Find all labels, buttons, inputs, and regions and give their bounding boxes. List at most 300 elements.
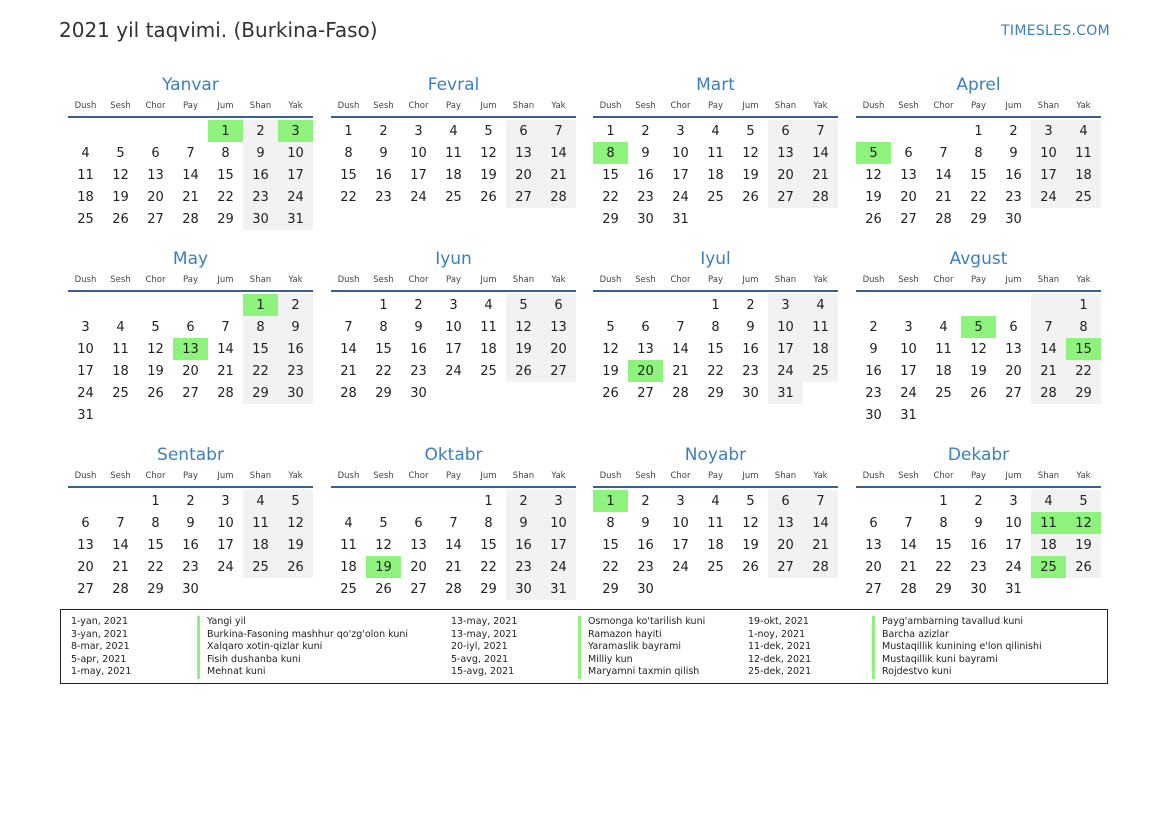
- day-cell: 26: [147, 385, 164, 401]
- empty-day-cell: [996, 294, 1031, 316]
- day-cell: 20: [768, 534, 803, 556]
- weekday-header: [856, 466, 1101, 488]
- day-cell: 14: [217, 341, 234, 357]
- day-cell: 13: [865, 537, 882, 553]
- month-fevral: [331, 74, 576, 208]
- day-cell: 22: [243, 360, 278, 382]
- weekday-label: Sesh: [635, 471, 656, 481]
- weekday-label: Yak: [813, 471, 828, 481]
- holiday-name: Mustaqillik kuni bayrami: [872, 654, 998, 667]
- day-cell: 11: [243, 512, 278, 534]
- day-cell: 4: [81, 145, 90, 161]
- day-cell: 11: [803, 316, 838, 338]
- day-cell: 3: [414, 123, 423, 139]
- weekday-label: Pay: [971, 471, 986, 481]
- day-cell: 1: [606, 123, 615, 139]
- day-cell: 8: [1066, 316, 1101, 338]
- site-link[interactable]: TIMESLES.COM: [1001, 23, 1110, 39]
- weekday-label: Chor: [670, 275, 691, 285]
- day-cell: 29: [375, 385, 392, 401]
- month-name: Yanvar: [162, 75, 219, 95]
- holiday-name: Yaramaslik bayrami: [578, 641, 681, 654]
- day-cell: 18: [935, 363, 952, 379]
- day-cell: 14: [340, 341, 357, 357]
- day-cell: 13: [541, 316, 576, 338]
- day-cell: 28: [541, 186, 576, 208]
- day-cell: 22: [707, 363, 724, 379]
- day-cell: 18: [77, 189, 94, 205]
- day-cell: 2: [186, 493, 195, 509]
- day-grid: [68, 120, 313, 230]
- weekday-label: Dush: [74, 101, 97, 111]
- day-cell: 17: [77, 363, 94, 379]
- day-cell: 21: [672, 363, 689, 379]
- weekday-label: Jum: [217, 101, 234, 111]
- month-iyul: [593, 248, 838, 404]
- day-cell: 28: [803, 556, 838, 578]
- day-cell: 20: [147, 189, 164, 205]
- day-cell: 10: [445, 319, 462, 335]
- day-cell: 23: [278, 360, 313, 382]
- day-cell: 27: [182, 385, 199, 401]
- day-cell: 2: [379, 123, 388, 139]
- day-cell: 12: [147, 341, 164, 357]
- day-cell: 11: [480, 319, 497, 335]
- weekday-label: Jum: [1005, 471, 1022, 481]
- holiday-day-cell: 12: [1066, 512, 1101, 534]
- day-cell: 17: [1031, 164, 1066, 186]
- day-cell: 7: [449, 515, 458, 531]
- holiday-name: Xalqaro xotin-qizlar kuni: [197, 641, 322, 654]
- weekday-label: Dush: [337, 275, 360, 285]
- day-cell: 27: [768, 556, 803, 578]
- day-cell: 25: [803, 360, 838, 382]
- weekday-label: Jum: [217, 275, 234, 285]
- holiday-day-cell: 1: [593, 490, 628, 512]
- month-may: [68, 248, 313, 426]
- month-name: Sentabr: [157, 445, 224, 465]
- month-iyun: [331, 248, 576, 404]
- day-cell: 9: [641, 515, 650, 531]
- day-cell: 7: [344, 319, 353, 335]
- weekday-label: Dush: [337, 471, 360, 481]
- weekday-header: [331, 96, 576, 118]
- month-name: Oktabr: [424, 445, 483, 465]
- empty-day-cell: [68, 120, 103, 142]
- day-cell: 6: [151, 145, 160, 161]
- day-cell: 3: [221, 493, 230, 509]
- empty-day-cell: [103, 294, 138, 316]
- day-cell: 18: [803, 338, 838, 360]
- day-grid: [68, 294, 313, 426]
- holiday-name: Rojdestvo kuni: [872, 666, 952, 679]
- weekday-label: Shan: [512, 471, 535, 481]
- empty-day-cell: [208, 294, 243, 316]
- holiday-date: 5-avg, 2021: [451, 653, 509, 665]
- weekday-label: Jum: [480, 101, 497, 111]
- day-cell: 21: [217, 363, 234, 379]
- day-cell: 19: [970, 363, 987, 379]
- day-cell: 19: [112, 189, 129, 205]
- day-cell: 21: [112, 559, 129, 575]
- weekday-label: Chor: [933, 101, 954, 111]
- weekday-label: Dush: [599, 101, 622, 111]
- day-grid: [856, 490, 1101, 600]
- day-cell: 27: [1005, 385, 1022, 401]
- weekday-label: Yak: [1076, 471, 1091, 481]
- day-cell: 27: [147, 211, 164, 227]
- day-cell: 8: [151, 515, 160, 531]
- weekday-label: Chor: [408, 275, 429, 285]
- empty-day-cell: [103, 490, 138, 512]
- day-cell: 6: [414, 515, 423, 531]
- day-cell: 28: [803, 186, 838, 208]
- day-cell: 9: [414, 319, 423, 335]
- day-cell: 24: [672, 559, 689, 575]
- day-cell: 30: [506, 578, 541, 600]
- day-cell: 10: [672, 145, 689, 161]
- day-cell: 16: [1005, 167, 1022, 183]
- day-cell: 27: [768, 186, 803, 208]
- day-cell: 12: [506, 316, 541, 338]
- holiday-date: 15-avg, 2021: [451, 666, 515, 678]
- holiday-day-cell: 5: [961, 316, 996, 338]
- weekday-label: Shan: [774, 101, 797, 111]
- month-name: Avgust: [949, 249, 1008, 269]
- day-cell: 5: [116, 145, 125, 161]
- day-cell: 12: [112, 167, 129, 183]
- day-cell: 24: [1005, 559, 1022, 575]
- day-cell: 8: [243, 316, 278, 338]
- day-cell: 29: [970, 211, 987, 227]
- weekday-label: Pay: [183, 471, 198, 481]
- day-cell: 3: [449, 297, 458, 313]
- holiday-day-cell: 13: [173, 338, 208, 360]
- weekday-label: Shan: [774, 471, 797, 481]
- day-cell: 26: [278, 556, 313, 578]
- day-cell: 4: [1031, 490, 1066, 512]
- holiday-name: Mehnat kuni: [197, 666, 266, 679]
- day-cell: 2: [746, 297, 755, 313]
- month-dekabr: [856, 444, 1101, 600]
- day-cell: 19: [1066, 534, 1101, 556]
- holiday-date: 1-may, 2021: [71, 666, 132, 678]
- day-cell: 8: [711, 319, 720, 335]
- day-cell: 22: [602, 559, 619, 575]
- day-cell: 28: [900, 581, 917, 597]
- day-cell: 4: [803, 294, 838, 316]
- day-cell: 10: [768, 316, 803, 338]
- day-cell: 5: [278, 490, 313, 512]
- day-cell: 21: [935, 189, 952, 205]
- day-cell: 9: [506, 512, 541, 534]
- day-cell: 8: [379, 319, 388, 335]
- day-cell: 1: [151, 493, 160, 509]
- day-cell: 31: [77, 407, 94, 423]
- day-cell: 6: [81, 515, 90, 531]
- day-cell: 25: [340, 581, 357, 597]
- empty-day-cell: [628, 294, 663, 316]
- holiday-date: 3-yan, 2021: [71, 628, 128, 640]
- day-cell: 31: [278, 208, 313, 230]
- weekday-label: Shan: [249, 275, 272, 285]
- day-cell: 11: [340, 537, 357, 553]
- day-cell: 13: [506, 142, 541, 164]
- day-cell: 21: [340, 363, 357, 379]
- month-avgust: [856, 248, 1101, 426]
- day-cell: 31: [541, 578, 576, 600]
- day-cell: 30: [865, 407, 882, 423]
- legend-row: [748, 654, 1088, 667]
- day-cell: 22: [970, 189, 987, 205]
- holiday-date: 5-apr, 2021: [71, 653, 127, 665]
- day-cell: 28: [112, 581, 129, 597]
- day-grid: [331, 490, 576, 600]
- legend-row: [71, 641, 411, 654]
- empty-day-cell: [926, 294, 961, 316]
- day-cell: 14: [803, 142, 838, 164]
- day-cell: 26: [480, 189, 497, 205]
- day-cell: 5: [606, 319, 615, 335]
- day-cell: 8: [484, 515, 493, 531]
- holiday-legend: [60, 609, 1108, 684]
- weekday-label: Sesh: [110, 471, 131, 481]
- day-cell: 17: [410, 167, 427, 183]
- day-cell: 25: [112, 385, 129, 401]
- weekday-label: Sesh: [635, 275, 656, 285]
- day-cell: 27: [865, 581, 882, 597]
- day-cell: 20: [900, 189, 917, 205]
- day-cell: 29: [1066, 382, 1101, 404]
- day-cell: 5: [1066, 490, 1101, 512]
- holiday-date: 1-yan, 2021: [71, 616, 128, 627]
- day-cell: 22: [1066, 360, 1101, 382]
- day-cell: 3: [768, 294, 803, 316]
- weekday-label: Jum: [480, 471, 497, 481]
- weekday-label: Dush: [862, 101, 885, 111]
- legend-column: [748, 616, 1088, 679]
- day-cell: 2: [641, 123, 650, 139]
- day-cell: 18: [707, 167, 724, 183]
- day-cell: 18: [445, 167, 462, 183]
- day-cell: 30: [637, 581, 654, 597]
- day-cell: 16: [375, 167, 392, 183]
- day-cell: 30: [182, 581, 199, 597]
- day-cell: 15: [970, 167, 987, 183]
- legend-row: [451, 641, 791, 654]
- holiday-date: 8-mar, 2021: [71, 641, 130, 653]
- empty-day-cell: [436, 490, 471, 512]
- day-cell: 17: [672, 167, 689, 183]
- day-cell: 17: [541, 534, 576, 556]
- day-cell: 15: [480, 537, 497, 553]
- day-cell: 13: [147, 167, 164, 183]
- month-name: May: [172, 249, 209, 269]
- day-cell: 27: [410, 581, 427, 597]
- day-cell: 12: [970, 341, 987, 357]
- weekday-label: Pay: [708, 101, 723, 111]
- day-cell: 10: [900, 341, 917, 357]
- empty-day-cell: [663, 294, 698, 316]
- weekday-label: Shan: [1037, 275, 1060, 285]
- day-cell: 25: [707, 559, 724, 575]
- day-cell: 1: [711, 297, 720, 313]
- holiday-name: Yangi yil: [197, 616, 246, 629]
- day-cell: 10: [278, 142, 313, 164]
- empty-day-cell: [366, 490, 401, 512]
- day-cell: 7: [676, 319, 685, 335]
- day-cell: 8: [606, 515, 615, 531]
- day-cell: 24: [445, 363, 462, 379]
- day-cell: 4: [939, 319, 948, 335]
- day-cell: 6: [506, 120, 541, 142]
- day-cell: 2: [1009, 123, 1018, 139]
- day-cell: 9: [746, 319, 755, 335]
- day-cell: 1: [1066, 294, 1101, 316]
- holiday-day-cell: 25: [1031, 556, 1066, 578]
- day-grid: [856, 294, 1101, 426]
- day-cell: 20: [865, 559, 882, 575]
- day-cell: 26: [112, 211, 129, 227]
- day-cell: 15: [217, 167, 234, 183]
- day-cell: 22: [375, 363, 392, 379]
- day-cell: 14: [1031, 338, 1066, 360]
- day-cell: 28: [182, 211, 199, 227]
- day-cell: 21: [445, 559, 462, 575]
- day-cell: 26: [506, 360, 541, 382]
- day-cell: 19: [742, 167, 759, 183]
- legend-row: [748, 641, 1088, 654]
- weekday-label: Sesh: [373, 275, 394, 285]
- weekday-label: Shan: [1037, 101, 1060, 111]
- holiday-day-cell: 20: [628, 360, 663, 382]
- day-cell: 23: [865, 385, 882, 401]
- weekday-label: Shan: [249, 101, 272, 111]
- day-cell: 20: [410, 559, 427, 575]
- day-cell: 13: [410, 537, 427, 553]
- weekday-label: Chor: [145, 471, 166, 481]
- holiday-date: 13-may, 2021: [451, 616, 518, 627]
- day-cell: 5: [379, 515, 388, 531]
- day-cell: 14: [803, 512, 838, 534]
- weekday-label: Pay: [183, 275, 198, 285]
- day-grid: [593, 120, 838, 230]
- day-cell: 5: [484, 123, 493, 139]
- day-cell: 25: [243, 556, 278, 578]
- weekday-label: Pay: [708, 471, 723, 481]
- weekday-label: Shan: [512, 275, 535, 285]
- day-cell: 17: [217, 537, 234, 553]
- day-cell: 6: [186, 319, 195, 335]
- day-cell: 1: [974, 123, 983, 139]
- weekday-label: Jum: [742, 101, 759, 111]
- day-cell: 19: [865, 189, 882, 205]
- weekday-label: Chor: [145, 101, 166, 111]
- day-cell: 13: [1005, 341, 1022, 357]
- day-cell: 18: [112, 363, 129, 379]
- holiday-day-cell: 1: [208, 120, 243, 142]
- holiday-name: Burkina-Fasoning mashhur qo'zg'olon kuni: [197, 629, 408, 642]
- day-cell: 25: [1066, 186, 1101, 208]
- day-cell: 18: [243, 534, 278, 556]
- day-cell: 5: [151, 319, 160, 335]
- day-cell: 16: [970, 537, 987, 553]
- day-grid: [68, 490, 313, 600]
- day-cell: 29: [217, 211, 234, 227]
- day-cell: 10: [1005, 515, 1022, 531]
- day-cell: 5: [746, 493, 755, 509]
- day-cell: 16: [506, 534, 541, 556]
- day-cell: 21: [182, 189, 199, 205]
- day-cell: 9: [974, 515, 983, 531]
- legend-row: [451, 616, 791, 629]
- holiday-day-cell: 1: [243, 294, 278, 316]
- month-name: Iyun: [435, 249, 472, 269]
- day-cell: 7: [221, 319, 230, 335]
- day-cell: 15: [935, 537, 952, 553]
- day-cell: 6: [768, 120, 803, 142]
- day-cell: 4: [711, 493, 720, 509]
- day-cell: 28: [445, 581, 462, 597]
- weekday-label: Chor: [408, 101, 429, 111]
- day-cell: 17: [1005, 537, 1022, 553]
- day-cell: 9: [278, 316, 313, 338]
- day-cell: 30: [410, 385, 427, 401]
- day-cell: 29: [707, 385, 724, 401]
- day-cell: 23: [970, 559, 987, 575]
- day-cell: 24: [410, 189, 427, 205]
- day-cell: 10: [672, 515, 689, 531]
- day-cell: 12: [602, 341, 619, 357]
- day-cell: 23: [410, 363, 427, 379]
- empty-day-cell: [891, 490, 926, 512]
- day-cell: 16: [243, 164, 278, 186]
- empty-day-cell: [68, 294, 103, 316]
- day-cell: 24: [278, 186, 313, 208]
- weekday-header: [68, 466, 313, 488]
- weekday-label: Dush: [74, 275, 97, 285]
- day-cell: 3: [81, 319, 90, 335]
- weekday-header: [856, 96, 1101, 118]
- day-cell: 26: [602, 385, 619, 401]
- month-name: Fevral: [427, 75, 480, 95]
- month-name: Noyabr: [684, 445, 747, 465]
- day-cell: 26: [742, 189, 759, 205]
- day-cell: 23: [637, 189, 654, 205]
- weekday-label: Pay: [708, 275, 723, 285]
- day-cell: 28: [1031, 382, 1066, 404]
- day-cell: 17: [672, 537, 689, 553]
- day-cell: 24: [900, 385, 917, 401]
- day-cell: 10: [541, 512, 576, 534]
- day-cell: 16: [182, 537, 199, 553]
- weekday-label: Pay: [446, 101, 461, 111]
- weekday-label: Chor: [670, 471, 691, 481]
- weekday-label: Dush: [599, 275, 622, 285]
- empty-day-cell: [856, 294, 891, 316]
- day-cell: 16: [742, 341, 759, 357]
- legend-row: [451, 654, 791, 667]
- weekday-label: Jum: [1005, 101, 1022, 111]
- day-cell: 11: [112, 341, 129, 357]
- day-cell: 8: [344, 145, 353, 161]
- day-cell: 6: [1009, 319, 1018, 335]
- day-cell: 10: [410, 145, 427, 161]
- day-cell: 4: [243, 490, 278, 512]
- day-cell: 9: [869, 341, 878, 357]
- day-cell: 3: [676, 493, 685, 509]
- day-cell: 24: [672, 189, 689, 205]
